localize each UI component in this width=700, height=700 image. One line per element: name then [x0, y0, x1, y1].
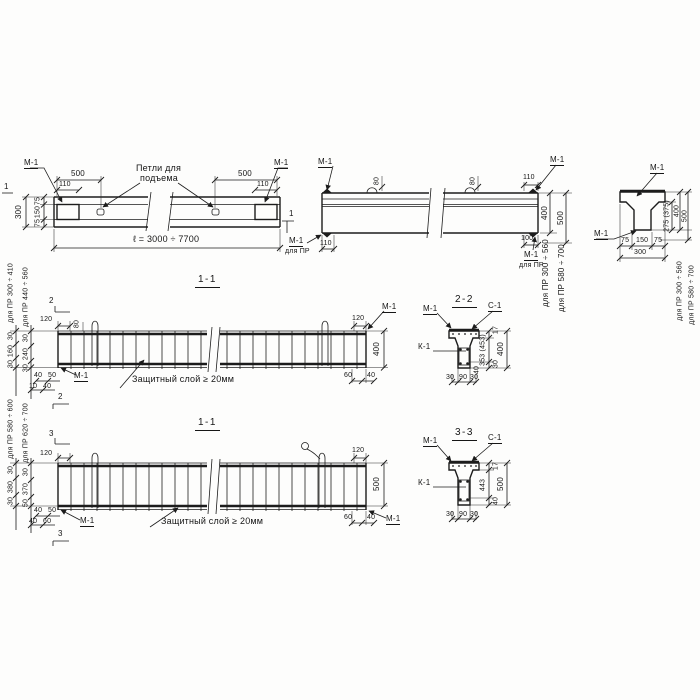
dim-120-left: 120 — [40, 316, 53, 323]
k1-cage-label: К-1 — [418, 478, 431, 487]
range-column2-label: для ПР 440 ÷ 560 — [22, 267, 30, 327]
dim-150: 150 — [34, 205, 42, 219]
dim-40: 40 — [473, 365, 481, 375]
m1-plate-label: М-1 — [423, 304, 438, 313]
bottom-row1-dim: 50 — [48, 372, 57, 379]
dim-80-left: 80 — [373, 176, 381, 186]
m1-plate-label: М-1 — [318, 157, 333, 166]
dim-443: 443 — [479, 478, 487, 492]
dim-web-height: 275 (375) — [663, 200, 671, 232]
section-marker-3-top: 3 — [49, 429, 54, 438]
dim-400: 400 — [540, 206, 549, 220]
dim-80-loop: 80 — [73, 319, 81, 329]
c1-mesh-label: С-1 — [488, 301, 502, 310]
bottom-row2-dim: 40 — [29, 518, 38, 525]
dim-120-left: 120 — [40, 450, 53, 457]
col1-dim: 30 — [7, 465, 15, 475]
bottom-dim-30: 30 — [446, 511, 455, 518]
bottom-row1-dim: 40 — [34, 372, 43, 379]
dim-400: 400 — [372, 342, 381, 356]
lifting-loops-note-line2: подъема — [140, 173, 178, 183]
dim-300: 300 — [14, 205, 23, 219]
range-column2-label: для ПР 620 ÷ 700 — [22, 403, 30, 463]
m1-plate-label: М-1 — [524, 250, 539, 259]
section-marker-1-right: 1 — [289, 209, 294, 218]
dim-500: 500 — [556, 211, 565, 225]
dim-500-left: 500 — [71, 169, 85, 178]
col1-dim: 160 — [7, 344, 15, 358]
dim-400: 400 — [496, 342, 505, 356]
bottom-dim-90: 90 — [459, 511, 468, 518]
col2-dim: 30 — [22, 363, 30, 373]
m1-plate-label: М-1 — [386, 514, 401, 523]
col2-dim: 30 — [22, 467, 30, 477]
col2-dim: 50 — [22, 498, 30, 508]
dim-40: 40 — [367, 514, 376, 521]
section-marker-2-top: 2 — [49, 296, 54, 305]
section-marker-2-bottom: 2 — [58, 392, 63, 401]
m1-plate-label: М-1 — [274, 158, 289, 167]
view-title-1-1: 1-1 — [195, 275, 220, 288]
beam-length-dim: ℓ = 3000 ÷ 7700 — [133, 234, 200, 244]
m1-plate-label: М-1 — [289, 236, 304, 245]
dim-500: 500 — [496, 477, 505, 491]
range-label-400: для ПР 300 ÷ 560 — [676, 261, 684, 321]
col1-dim: 30 — [7, 359, 15, 369]
m1-plate-sublabel: для ПР — [519, 262, 544, 269]
bottom-row2-dim: 60 — [43, 518, 52, 525]
view-title-1-1: 1-1 — [195, 418, 220, 431]
dim-120-right: 120 — [352, 315, 365, 322]
cover-layer-note: Защитный слой ≥ 20мм — [161, 516, 264, 526]
dim-80-right: 80 — [469, 176, 477, 186]
dim-110-right: 110 — [257, 181, 269, 188]
dim-75-top: 75 — [34, 196, 42, 206]
bottom-dim-90: 90 — [459, 374, 468, 381]
section-title-3-3: 3-3 — [452, 428, 477, 441]
dim-60: 60 — [344, 372, 353, 379]
col2-dim: 370 — [22, 482, 30, 496]
c1-mesh-label: С-1 — [488, 433, 502, 442]
col1-dim: 380 — [7, 480, 15, 494]
dim-500: 500 — [372, 477, 381, 491]
bottom-dim-30: 30 — [446, 374, 455, 381]
dim-120-right: 120 — [352, 447, 365, 454]
m1-plate-label: М-1 — [594, 229, 609, 238]
section-title-2-2: 2-2 — [452, 295, 477, 308]
dim-75-right: 75 — [654, 237, 663, 244]
section-marker-3-bottom: 3 — [58, 529, 63, 538]
dim-500: 500 — [681, 209, 689, 223]
dim-500-right: 500 — [238, 169, 252, 178]
col1-dim: 30 — [7, 496, 15, 506]
dim-40: 40 — [492, 496, 500, 506]
range-column1-label: для ПР 580 ÷ 600 — [7, 399, 15, 459]
range-column1-label: для ПР 300 ÷ 410 — [7, 263, 15, 323]
m1-plate-label: М-1 — [550, 155, 565, 164]
m1-plate-label: М-1 — [24, 158, 39, 167]
bottom-row2-dim: 40 — [43, 383, 52, 390]
lifting-loops-note-line1: Петли для — [136, 163, 182, 173]
bottom-dim-30: 30 — [470, 511, 479, 518]
section-marker-1-left: 1 — [4, 182, 9, 191]
dim-75-bottom: 75 — [34, 218, 42, 228]
dim-40: 40 — [367, 372, 376, 379]
dim-300: 300 — [634, 249, 647, 256]
view1-linework — [7, 306, 388, 409]
view2-linework — [7, 438, 388, 546]
bottom-row1-dim: 40 — [34, 507, 43, 514]
dim-110-left: 110 — [59, 181, 71, 188]
dim-353-453: 353 (453) — [479, 334, 487, 366]
cover-layer-note: Защитный слой ≥ 20мм — [132, 374, 235, 384]
m1-plate-sublabel: для ПР — [285, 248, 310, 255]
dim-17: 17 — [492, 461, 500, 471]
dim-100: 100 — [521, 235, 534, 242]
range-label-400: для ПР 300 ÷ 560 — [541, 239, 550, 307]
col2-dim: 240 — [22, 347, 30, 361]
bottom-row1-dim: 50 — [48, 507, 57, 514]
bottom-dim-30: 30 — [470, 374, 479, 381]
dim-17: 17 — [492, 325, 500, 335]
dim-150: 150 — [636, 237, 649, 244]
dim-75-left: 75 — [621, 237, 630, 244]
m1-plate-label: М-1 — [382, 302, 397, 311]
dim-400: 400 — [673, 204, 681, 218]
dim-30: 30 — [492, 359, 500, 369]
range-label-500: для ПР 580 ÷ 700 — [688, 265, 696, 325]
col2-dim: 30 — [22, 333, 30, 343]
dim-60: 60 — [344, 514, 353, 521]
dim-110-top: 110 — [523, 174, 535, 181]
m1-plate-label: М-1 — [74, 371, 89, 380]
col1-dim: 30 — [7, 331, 15, 341]
m1-plate-label: М-1 — [423, 436, 438, 445]
bottom-row2-dim: 10 — [29, 383, 38, 390]
dim-110-bottom-left: 110 — [320, 240, 332, 247]
k1-cage-label: К-1 — [418, 342, 431, 351]
range-label-500: для ПР 580 ÷ 700 — [557, 244, 566, 312]
m1-plate-label: М-1 — [650, 163, 665, 172]
m1-plate-label: М-1 — [80, 516, 95, 525]
